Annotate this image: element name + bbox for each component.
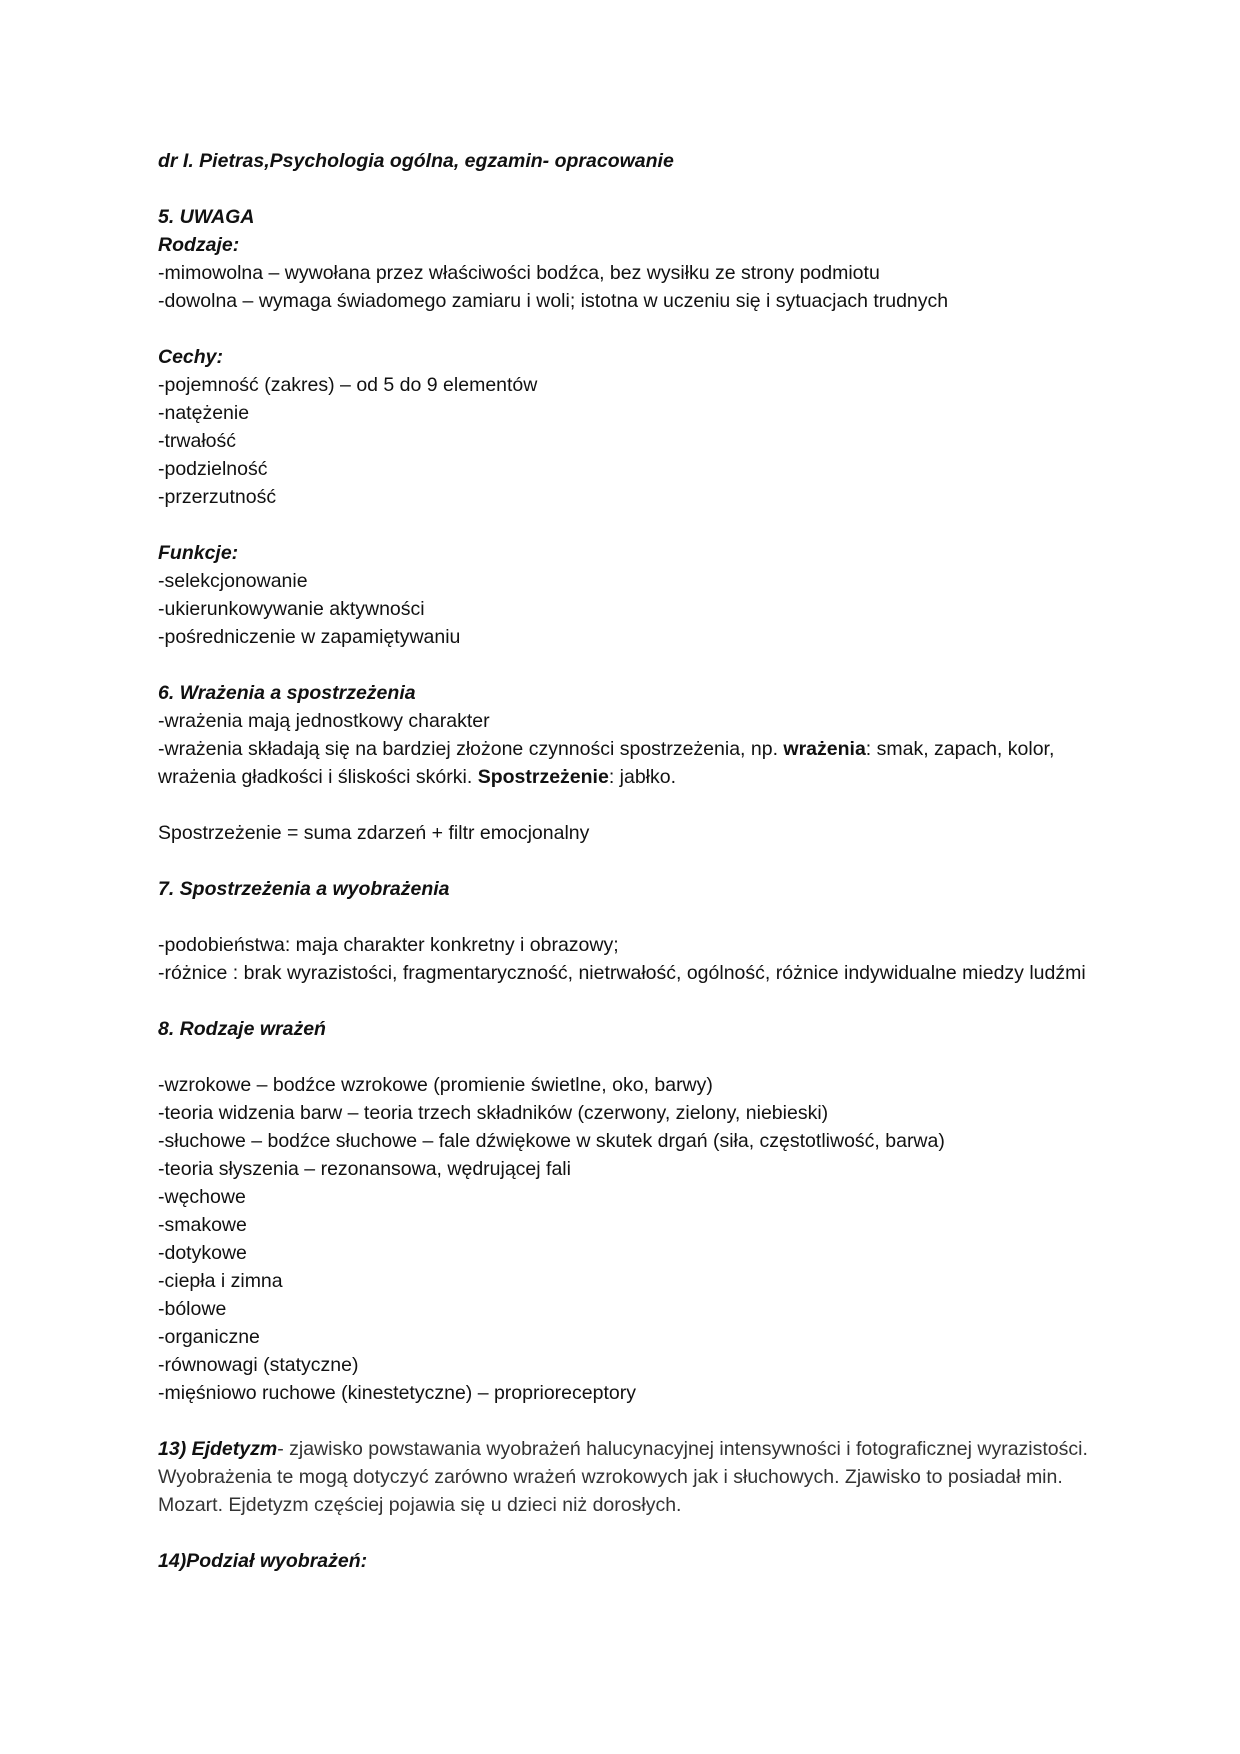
cechy-item: -trwałość [158, 430, 237, 452]
section-14-heading: 14)Podział wyobrażeń: [158, 1550, 368, 1572]
rodzaje-label: Rodzaje: [158, 234, 240, 256]
document-title: dr I. Pietras,Psychologia ogólna, egzamin- opracowanie [158, 150, 674, 172]
formula-line: Spostrzeżenie = suma zdarzeń + filtr emocjonalny [158, 822, 590, 844]
bold-term-wrazenia: wrażenia [783, 738, 866, 760]
section-13-lead: 13) Ejdetyzm [158, 1438, 278, 1460]
spacer [158, 847, 1098, 875]
sense-item: -teoria słyszenia – rezonansowa, wędrującej fali [158, 1158, 571, 1180]
text-run: -wrażenia składają się na bardziej złożone czynności spostrzeżenia, np. [158, 738, 784, 760]
spacer [158, 651, 1098, 679]
text-run: : jabłko. [608, 766, 677, 788]
sense-item: -organiczne [158, 1326, 260, 1348]
spacer [158, 315, 1098, 343]
section-6-paragraph [158, 735, 1098, 791]
spacer [158, 791, 1098, 819]
section-7-line: -różnice : brak wyrazistości, fragmentaryczność, nietrwałość, ogólność, różnice indywidualne miedzy ludźmi [158, 962, 1086, 984]
sense-item: -słuchowe – bodźce słuchowe – fale dźwiękowe w skutek drgań (siła, częstotliwość, barwa) [158, 1130, 945, 1152]
sense-item: -teoria widzenia barw – teoria trzech składników (czerwony, zielony, niebieski) [158, 1102, 829, 1124]
text-run: : smak, zapach, kolor, wrażenia gładkości i śliskości skórki. [158, 738, 1055, 788]
funkcje-item: -ukierunkowywanie aktywności [158, 598, 425, 620]
section-7-line: -podobieństwa: maja charakter konkretny i obrazowy; [158, 934, 619, 956]
section-13-text: - zjawisko powstawania wyobrażeń halucynacyjnej intensywności i fotograficznej wyrazistości. Wyobrażenia te mogą dotyczyć zarówno wrażeń wzrokowych jak i słuchowych. Zjawisko to posiadał min. Mozart. Ejdetyzm częściej pojawia się u dzieci niż dorosłych. [158, 1438, 1088, 1516]
funkcje-label: Funkcje: [158, 542, 239, 564]
sense-item: -równowagi (statyczne) [158, 1354, 359, 1376]
sense-item: -bólowe [158, 1298, 227, 1320]
sense-item: -ciepła i zimna [158, 1270, 283, 1292]
section-7-heading: 7. Spostrzeżenia a wyobrażenia [158, 878, 450, 900]
cechy-label: Cechy: [158, 346, 224, 368]
bold-term-spostrzezenie: Spostrzeżenie [477, 766, 609, 788]
section-5-heading: 5. UWAGA [158, 206, 255, 228]
spacer [158, 903, 1098, 931]
section-6-heading: 6. Wrażenia a spostrzeżenia [158, 682, 416, 704]
sense-item: -mięśniowo ruchowe (kinestetyczne) – proprioreceptory [158, 1382, 636, 1404]
spacer [158, 175, 1098, 203]
rodzaje-item: -dowolna – wymaga świadomego zamiaru i woli; istotna w uczeniu się i sytuacjach trudnych [158, 290, 949, 312]
rodzaje-item: -mimowolna – wywołana przez właściwości bodźca, bez wysiłku ze strony podmiotu [158, 262, 880, 284]
section-8-heading: 8. Rodzaje wrażeń [158, 1018, 326, 1040]
spacer [158, 987, 1098, 1015]
spacer [158, 1407, 1098, 1435]
sense-item: -wzrokowe – bodźce wzrokowe (promienie świetlne, oko, barwy) [158, 1074, 713, 1096]
sense-item: -smakowe [158, 1214, 247, 1236]
spacer [158, 511, 1098, 539]
funkcje-item: -selekcjonowanie [158, 570, 308, 592]
section-13-paragraph [158, 1435, 1098, 1519]
sense-item: -węchowe [158, 1186, 246, 1208]
cechy-item: -przerzutność [158, 486, 277, 508]
cechy-item: -natężenie [158, 402, 250, 424]
cechy-item: -podzielność [158, 458, 268, 480]
section-6-line: -wrażenia mają jednostkowy charakter [158, 710, 490, 732]
spacer [158, 1519, 1098, 1547]
sense-item: -dotykowe [158, 1242, 247, 1264]
document-content [158, 147, 1098, 1575]
funkcje-item: -pośredniczenie w zapamiętywaniu [158, 626, 461, 648]
spacer [158, 1043, 1098, 1071]
cechy-item: -pojemność (zakres) – od 5 do 9 elementów [158, 374, 538, 396]
